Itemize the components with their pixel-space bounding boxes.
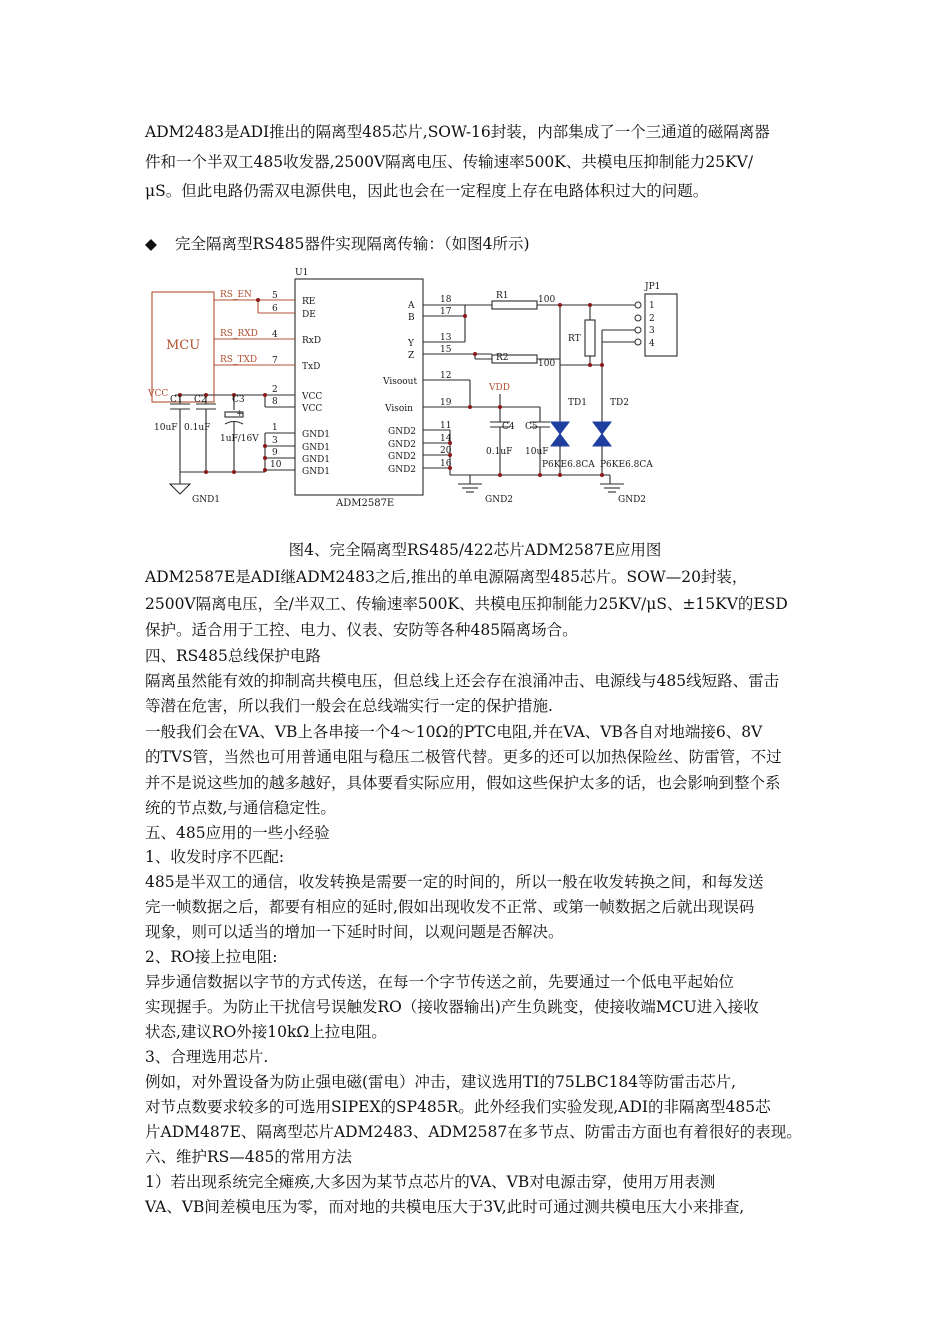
svg-text:B: B — [408, 313, 415, 323]
body-line: 状态,建议RO外接10kΩ上拉电阻。 — [145, 1023, 387, 1041]
svg-text:C1: C1 — [170, 395, 183, 405]
signal-rs-rxd: RS_RXD — [220, 329, 258, 339]
body-line: 隔离虽然能有效的抑制高共模电压，但总线上还会存在浪涌冲击、电源线与485线短路、雷击 — [145, 672, 780, 690]
svg-text:GND2: GND2 — [388, 440, 417, 450]
svg-text:5: 5 — [272, 291, 278, 301]
bullet-heading — [145, 232, 530, 254]
section-heading: 五、485应用的一些小经验 — [145, 824, 330, 842]
body-line: 并不是说这些加的越多越好，具体要看实际应用，假如这些保护太多的话，也会影响到整个系 — [145, 774, 781, 792]
tvs-td2 — [593, 422, 611, 434]
svg-text:Z: Z — [408, 351, 415, 361]
svg-text:GND2: GND2 — [388, 465, 417, 475]
svg-text:1: 1 — [649, 301, 655, 311]
body-line: 等潜在危害，所以我们一般会在总线端实行一定的保护措施. — [145, 697, 553, 715]
subsection-heading: 2、RO接上拉电阻: — [145, 948, 278, 966]
svg-text:A: A — [408, 301, 415, 311]
body-line: 异步通信数据以字节的方式传送，在每一个字节传送之前，先要通过一个低电平起始位 — [145, 973, 735, 991]
svg-text:JP1: JP1 — [645, 282, 661, 292]
svg-text:13: 13 — [440, 333, 452, 343]
svg-text:+: + — [236, 409, 244, 419]
body-line: 对节点数要求较多的可选用SIPEX的SP485R。此外经我们实验发现,ADI的非隔离型485芯 — [145, 1098, 771, 1116]
svg-text:10uF: 10uF — [154, 423, 178, 433]
section-heading: 六、维护RS—485的常用方法 — [145, 1148, 352, 1166]
diamond-bullet-icon: ◆ — [145, 235, 157, 253]
svg-text:VCC: VCC — [302, 404, 323, 414]
svg-text:Visoin: Visoin — [385, 404, 413, 414]
svg-text:TD1: TD1 — [568, 398, 587, 408]
body-line: 现象，则可以适当的增加一下延时时间，以观问题是否解决。 — [145, 923, 564, 941]
svg-text:19: 19 — [440, 398, 452, 408]
svg-text:14: 14 — [440, 434, 452, 444]
svg-text:RE: RE — [302, 297, 316, 307]
chip-name: ADM2587E — [336, 498, 395, 507]
body-line: 1）若出现系统完全瘫痪,大多因为某节点芯片的VA、VB对电源击穿，使用万用表测 — [145, 1173, 716, 1191]
svg-text:R1: R1 — [496, 291, 509, 301]
body-line: 2500V隔离电压，全/半双工、传输速率500K、共模电压抑制能力25KV/μS、±15KV的ESD — [145, 595, 788, 613]
svg-text:0.1uF: 0.1uF — [486, 447, 513, 457]
subsection-heading: 3、合理选用芯片. — [145, 1048, 269, 1066]
svg-text:VCC: VCC — [302, 392, 323, 402]
svg-text:2: 2 — [272, 385, 278, 395]
gnd2-label-b: GND2 — [618, 495, 647, 505]
body-line: 485是半双工的通信，收发转换是需要一定的时间的，所以一般在收发转换之间，和每发送 — [145, 873, 764, 891]
section-heading: 四、RS485总线保护电路 — [145, 647, 321, 665]
svg-text:GND1: GND1 — [302, 467, 331, 477]
resistor-rt — [585, 320, 595, 356]
svg-text:9: 9 — [272, 448, 278, 458]
body-line: 的TVS管，当然也可用普通电阻与稳压二极管代替。更多的还可以加热保险丝、防雷管，不过 — [145, 748, 782, 766]
svg-text:RxD: RxD — [302, 336, 322, 346]
svg-text:4: 4 — [272, 330, 278, 340]
svg-text:R2: R2 — [496, 353, 509, 363]
bullet-text: 完全隔离型RS485器件实现隔离传输：（如图4所示) — [175, 235, 530, 253]
svg-text:3: 3 — [649, 326, 655, 336]
tvs-td1 — [551, 422, 569, 434]
svg-text:0.1uF: 0.1uF — [184, 423, 211, 433]
vcc-label: VCC — [148, 389, 169, 399]
chip-ref: U1 — [295, 268, 309, 278]
intro-line-3: μS。但此电路仍需双电源供电，因此也会在一定程度上存在电路体积过大的问题。 — [145, 182, 709, 200]
mcu-label: MCU — [166, 338, 201, 353]
svg-text:C2: C2 — [194, 395, 207, 405]
svg-text:GND1: GND1 — [302, 443, 331, 453]
vdd-label: VDD — [489, 383, 510, 393]
intro-line-1: ADM2483是ADI推出的隔离型485芯片,SOW-16封装，内部集成了一个三通道的磁隔离器 — [145, 123, 770, 141]
body-line: 保护。适合用于工控、电力、仪表、安防等各种485隔离场合。 — [145, 621, 578, 639]
svg-text:RT: RT — [568, 334, 581, 344]
svg-text:10: 10 — [270, 460, 282, 470]
svg-text:Y: Y — [408, 339, 414, 349]
body-line: 统的节点数,与通信稳定性。 — [145, 799, 336, 817]
body-line: 一般我们会在VA、VB上各串接一个4～10Ω的PTC电阻,并在VA、VB各自对地端接6、8V — [145, 723, 763, 741]
svg-text:DE: DE — [302, 310, 316, 320]
svg-text:6: 6 — [272, 304, 278, 314]
svg-text:1: 1 — [272, 423, 278, 433]
resistor-r1 — [492, 301, 537, 309]
gnd2-label-a: GND2 — [485, 495, 514, 505]
body-line: 完一帧数据之后，都要有相应的延时,假如出现收发不正常、或第一帧数据之后就出现误码 — [145, 898, 755, 916]
body-line: 片ADM487E、隔离型芯片ADM2483、ADM2587在多节点、防雷击方面也有着很好的表现。 — [145, 1123, 802, 1141]
svg-text:16: 16 — [440, 459, 452, 469]
svg-text:8: 8 — [272, 397, 278, 407]
svg-text:Visoout: Visoout — [383, 377, 418, 387]
intro-line-2: 件和一个半双工485收发器,2500V隔离电压、传输速率500K、共模电压抑制能力25KV/ — [145, 153, 754, 171]
svg-text:12: 12 — [440, 371, 452, 381]
svg-text:GND2: GND2 — [388, 452, 417, 462]
svg-text:100: 100 — [538, 359, 556, 369]
figure-caption: 图4、完全隔离型RS485/422芯片ADM2587E应用图 — [288, 541, 662, 559]
svg-text:P6KE6.8CA: P6KE6.8CA — [600, 460, 653, 470]
svg-text:GND2: GND2 — [388, 427, 417, 437]
svg-text:TD2: TD2 — [610, 398, 629, 408]
adm2587e-schematic — [140, 262, 700, 507]
svg-text:10uF: 10uF — [525, 447, 549, 457]
body-line: ADM2587E是ADI继ADM2483之后,推出的单电源隔离型485芯片。SOW—20封装， — [145, 568, 748, 586]
signal-rs-en: RS_EN — [220, 290, 252, 300]
svg-text:1uF/16V: 1uF/16V — [220, 434, 259, 444]
svg-text:15: 15 — [440, 345, 452, 355]
svg-text:GND1: GND1 — [302, 455, 331, 465]
svg-text:18: 18 — [440, 295, 452, 305]
svg-text:3: 3 — [272, 436, 278, 446]
svg-text:C3: C3 — [232, 395, 245, 405]
svg-text:20: 20 — [440, 446, 452, 456]
body-line: 实现握手。为防止干扰信号误触发RO（接收器输出)产生负跳变，使接收端MCU进入接收 — [145, 998, 759, 1016]
body-line: VA、VB间差模电压为零，而对地的共模电压大于3V,此时可通过测共模电压大小来排查, — [145, 1198, 745, 1216]
svg-text:2: 2 — [649, 314, 655, 324]
svg-text:C4: C4 — [502, 422, 515, 432]
signal-rs-txd: RS_TXD — [220, 355, 258, 365]
svg-text:100: 100 — [538, 295, 556, 305]
svg-text:11: 11 — [440, 421, 452, 431]
subsection-heading: 1、收发时序不匹配: — [145, 848, 285, 866]
svg-text:17: 17 — [440, 307, 452, 317]
gnd1-label: GND1 — [192, 495, 221, 505]
svg-text:TxD: TxD — [302, 362, 321, 372]
svg-text:C5: C5 — [525, 422, 538, 432]
body-line: 例如，对外置设备为防止强电磁(雷电）冲击，建议选用TI的75LBC184等防雷击芯片, — [145, 1073, 737, 1091]
svg-text:P6KE6.8CA: P6KE6.8CA — [542, 460, 595, 470]
svg-text:4: 4 — [649, 339, 655, 349]
svg-text:7: 7 — [272, 356, 278, 366]
svg-text:GND1: GND1 — [302, 430, 331, 440]
